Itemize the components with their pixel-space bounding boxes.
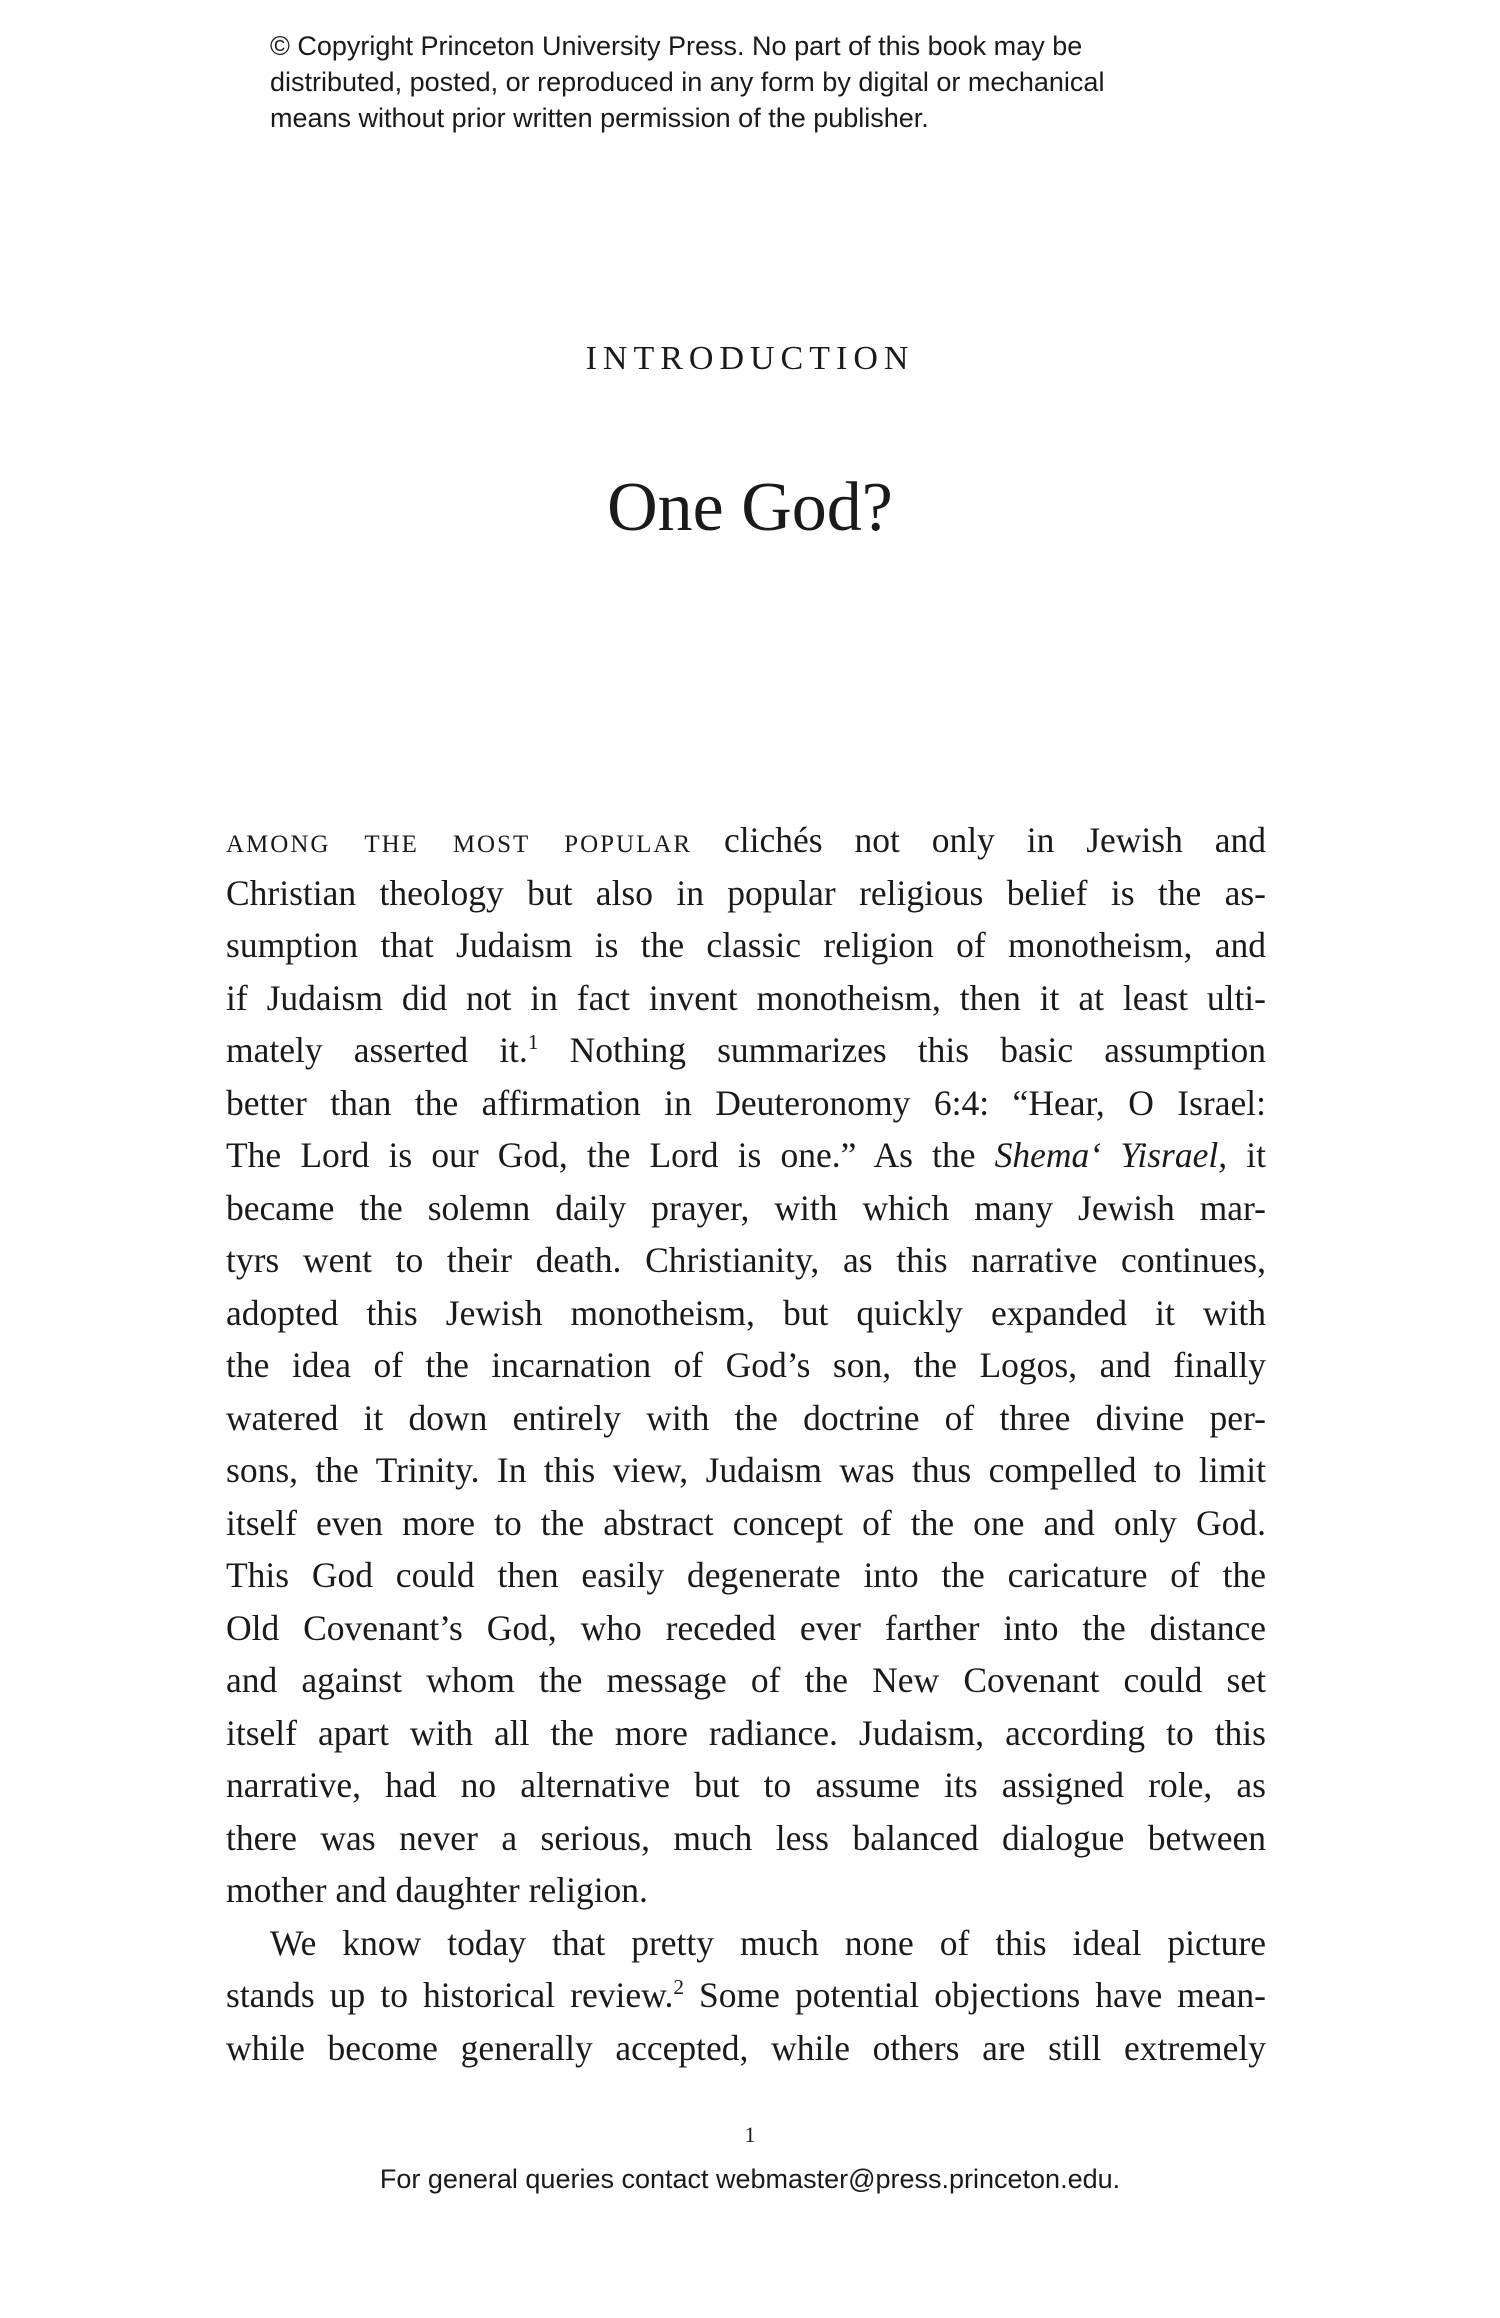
body-line (226, 1549, 1266, 1602)
body-line (226, 1024, 1266, 1077)
copyright-notice (270, 28, 1250, 136)
body-text-run: adopted this Jewish monotheism, but quickly expanded it with (226, 1292, 1266, 1333)
body-line (226, 1287, 1266, 1340)
footnote-marker: 2 (673, 1975, 684, 2000)
body-line (226, 814, 1266, 867)
body-text-run: narrative, had no alternative but to assume its assigned role, as (226, 1765, 1266, 1805)
body-text-run: Some potential objections have mean- (684, 1975, 1266, 2015)
body-line (226, 972, 1266, 1025)
copyright-line: distributed, posted, or reproduced in any form by digital or mechanical (270, 67, 1105, 97)
body-text-run: itself apart with all the more radiance. Judaism, according to this (226, 1712, 1266, 1753)
body-text-run: Nothing summarizes this basic assumption (538, 1030, 1266, 1070)
body-text-run: and against whom the message of the New Covenant could set (226, 1660, 1266, 1700)
body-line (226, 1969, 1266, 2022)
page-number: 1 (744, 2122, 756, 2147)
footer-contact: For general queries contact webmaster@press.princeton.edu. (379, 2164, 1121, 2194)
body-line (226, 1497, 1266, 1550)
copyright-line: means without prior written permission of the publisher. (270, 103, 929, 133)
body-line (226, 2022, 1266, 2075)
body-line (226, 1077, 1266, 1130)
body-line (226, 1182, 1266, 1235)
body-line (226, 1129, 1266, 1182)
body-text-run: This God could then easily degenerate into the caricature of the (226, 1555, 1266, 1595)
body-text-run: Christian theology but also in popular religious belief is the as- (226, 872, 1266, 913)
body-text-run: clichés not only in Jewish and (692, 820, 1266, 860)
body-text-run: sons, the Trinity. In this view, Judaism was thus compelled to limit (226, 1450, 1266, 1490)
body-line (226, 867, 1266, 920)
body-text-run: sumption that Judaism is the classic religion of monotheism, and (226, 925, 1266, 965)
body-text-run: watered it down entirely with the doctrine of three divine per- (226, 1397, 1266, 1438)
copyright-line: © Copyright Princeton University Press. No part of this book may be (270, 31, 1083, 61)
body-text-run: while become generally accepted, while others are still extremely (226, 2027, 1266, 2068)
body-text-run: tyrs went to their death. Christianity, as this narrative continues, (226, 1240, 1266, 1280)
body-text-run: mother and daughter religion. (226, 1870, 648, 1910)
body-line (226, 1917, 1266, 1970)
body-text (226, 814, 1266, 2074)
body-text-run: if Judaism did not in fact invent monotheism, then it at least ulti- (226, 977, 1266, 1018)
body-text-run: better than the affirmation in Deuteronomy 6:4: “Hear, O Israel: (226, 1082, 1266, 1123)
body-text-run: the idea of the incarnation of God’s son, the Logos, and finally (226, 1345, 1266, 1385)
body-line (226, 1602, 1266, 1655)
body-text-run: mately asserted it. (226, 1030, 528, 1070)
body-line (226, 1812, 1266, 1865)
opening-smallcaps: among the most popular (226, 820, 693, 860)
body-line (226, 1864, 1266, 1917)
body-text-run: The Lord is our God, the Lord is one.” As the (226, 1135, 995, 1175)
chapter-label: INTRODUCTION (585, 340, 915, 377)
body-text-run: it (1227, 1135, 1267, 1175)
body-line (226, 1339, 1266, 1392)
footnote-marker: 1 (527, 1030, 539, 1055)
chapter-title: One God? (607, 469, 893, 546)
body-text-run: We know today that pretty much none of this ideal picture (270, 1922, 1266, 1963)
body-text-run: there was never a serious, much less balanced dialogue between (226, 1817, 1266, 1858)
body-line (226, 1444, 1266, 1497)
italic-term: Shema‘ Yisrael, (994, 1135, 1228, 1175)
body-text-run: itself even more to the abstract concept of the one and only God. (226, 1502, 1266, 1543)
body-text-run: became the solemn daily prayer, with which many Jewish mar- (226, 1187, 1266, 1228)
body-line (226, 1654, 1266, 1707)
body-line (226, 1707, 1266, 1760)
body-line (226, 919, 1266, 972)
body-line (226, 1392, 1266, 1445)
body-text-run: stands up to historical review. (226, 1975, 674, 2015)
body-line (226, 1234, 1266, 1287)
body-line (226, 1759, 1266, 1812)
body-text-run: Old Covenant’s God, who receded ever farther into the distance (226, 1607, 1266, 1648)
